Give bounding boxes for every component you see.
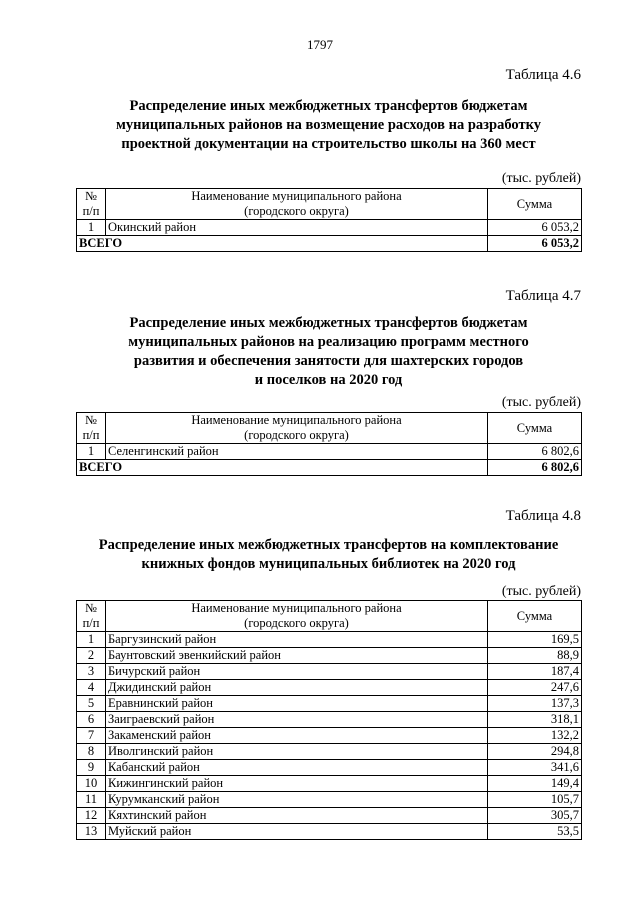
row-num: 7	[77, 728, 106, 744]
table-row	[77, 776, 582, 792]
row-sum: 105,7	[488, 792, 582, 808]
title-line: развития и обеспечения занятости для шахтерских городов	[133, 353, 524, 369]
header-sum: Сумма	[488, 601, 582, 632]
units-label: (тыс. рублей)	[501, 584, 581, 599]
row-sum: 305,7	[488, 808, 582, 824]
row-num: 8	[77, 744, 106, 760]
table-row	[77, 808, 582, 824]
row-sum: 6 802,6	[488, 444, 582, 460]
total-label: ВСЕГО	[77, 236, 488, 252]
table-row	[77, 728, 582, 744]
total-sum: 6 053,2	[488, 236, 582, 252]
row-num: 9	[77, 760, 106, 776]
row-name: Джидинский район	[106, 680, 488, 696]
table-row	[77, 824, 582, 840]
header-name-line: (городского округа)	[244, 428, 349, 442]
row-sum: 318,1	[488, 712, 582, 728]
row-num: 5	[77, 696, 106, 712]
total-row	[77, 460, 582, 476]
title-line: муниципальных районов на возмещение расходов на разработку	[116, 117, 541, 133]
row-sum: 88,9	[488, 648, 582, 664]
table-title	[76, 536, 581, 574]
table-row	[77, 760, 582, 776]
row-num: 12	[77, 808, 106, 824]
header-row	[77, 601, 582, 632]
row-name: Селенгинский район	[106, 444, 488, 460]
table-title	[76, 97, 581, 154]
table-row	[77, 632, 582, 648]
data-table	[76, 600, 582, 840]
title-line: Распределение иных межбюджетных трансфертов бюджетам	[129, 315, 528, 331]
header-row	[77, 189, 582, 220]
row-name: Еравнинский район	[106, 696, 488, 712]
row-num: 1	[77, 632, 106, 648]
row-name: Иволгинский район	[106, 744, 488, 760]
row-name: Муйский район	[106, 824, 488, 840]
table-row	[77, 696, 582, 712]
header-name-line: Наименование муниципального района	[191, 601, 402, 615]
title-line: и поселков на 2020 год	[254, 372, 403, 388]
title-line: муниципальных районов на реализацию программ местного	[128, 334, 529, 350]
table-label: Таблица 4.7	[505, 288, 581, 304]
row-name: Баунтовский эвенкийский район	[106, 648, 488, 664]
row-sum: 53,5	[488, 824, 582, 840]
data-table	[76, 188, 582, 252]
header-name-line: Наименование муниципального района	[191, 413, 402, 427]
row-sum: 187,4	[488, 664, 582, 680]
title-line: проектной документации на строительство школы на 360 мест	[121, 136, 536, 152]
header-row	[77, 413, 582, 444]
table-row	[77, 648, 582, 664]
table-title	[76, 314, 581, 390]
table-row	[77, 444, 582, 460]
row-sum: 132,2	[488, 728, 582, 744]
row-name: Баргузинский район	[106, 632, 488, 648]
row-name: Бичурский район	[106, 664, 488, 680]
row-name: Заиграевский район	[106, 712, 488, 728]
header-name	[106, 413, 488, 444]
header-num: № п/п	[77, 413, 106, 444]
row-sum: 294,8	[488, 744, 582, 760]
page-number: 1797	[307, 37, 333, 52]
total-row	[77, 236, 582, 252]
table-label: Таблица 4.8	[505, 508, 581, 524]
row-sum: 247,6	[488, 680, 582, 696]
row-num: 11	[77, 792, 106, 808]
row-num: 13	[77, 824, 106, 840]
row-num: 1	[77, 444, 106, 460]
header-sum: Сумма	[488, 413, 582, 444]
row-name: Кижингинский район	[106, 776, 488, 792]
row-name: Курумканский район	[106, 792, 488, 808]
header-num: № п/п	[77, 189, 106, 220]
row-name: Закаменский район	[106, 728, 488, 744]
table-row	[77, 664, 582, 680]
header-name-line: (городского округа)	[244, 616, 349, 630]
header-name	[106, 601, 488, 632]
row-sum: 149,4	[488, 776, 582, 792]
row-name: Кяхтинский район	[106, 808, 488, 824]
header-name-line: Наименование муниципального района	[191, 189, 402, 203]
table-label: Таблица 4.6	[505, 67, 581, 83]
header-name	[106, 189, 488, 220]
row-name: Окинский район	[106, 220, 488, 236]
header-sum: Сумма	[488, 189, 582, 220]
row-name: Кабанский район	[106, 760, 488, 776]
table-row	[77, 792, 582, 808]
units-label: (тыс. рублей)	[501, 395, 581, 410]
header-name-line: (городского округа)	[244, 204, 349, 218]
row-sum: 6 053,2	[488, 220, 582, 236]
table-row	[77, 744, 582, 760]
data-table	[76, 412, 582, 476]
total-label: ВСЕГО	[77, 460, 488, 476]
row-sum: 137,3	[488, 696, 582, 712]
table-row	[77, 680, 582, 696]
title-line: Распределение иных межбюджетных трансфертов на комплектование	[98, 537, 559, 553]
row-num: 3	[77, 664, 106, 680]
row-num: 4	[77, 680, 106, 696]
title-line: книжных фондов муниципальных библиотек на 2020 год	[141, 556, 516, 572]
row-num: 6	[77, 712, 106, 728]
header-num: № п/п	[77, 601, 106, 632]
row-sum: 341,6	[488, 760, 582, 776]
row-sum: 169,5	[488, 632, 582, 648]
total-sum: 6 802,6	[488, 460, 582, 476]
units-label: (тыс. рублей)	[501, 171, 581, 186]
row-num: 10	[77, 776, 106, 792]
table-row	[77, 220, 582, 236]
row-num: 1	[77, 220, 106, 236]
table-row	[77, 712, 582, 728]
title-line: Распределение иных межбюджетных трансфертов бюджетам	[129, 98, 528, 114]
row-num: 2	[77, 648, 106, 664]
